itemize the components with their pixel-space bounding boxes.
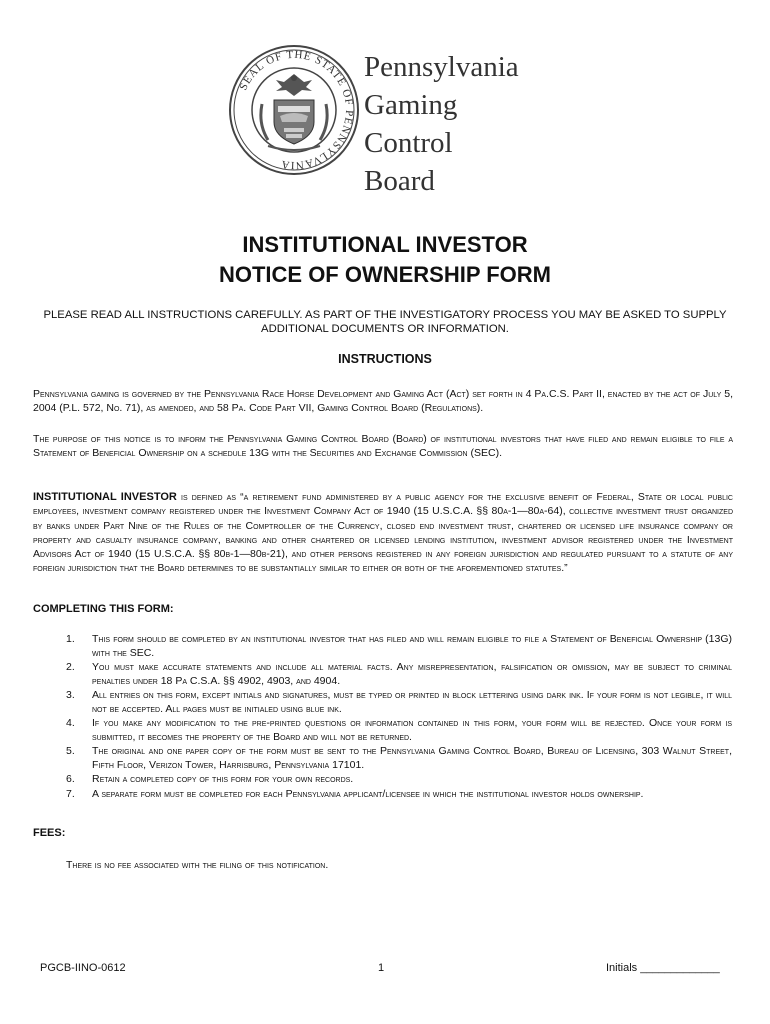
list-item: 1. This form should be completed by an institutional investor that has filed and will remain eligible to file a Statement of Beneficial Ownership (13G) with the SEC. <box>66 633 732 659</box>
form-title-line1: INSTITUTIONAL INVESTOR <box>242 232 528 257</box>
form-title <box>0 230 770 290</box>
letterhead <box>228 44 548 197</box>
list-item: 3. All entries on this form, except initials and signatures, must be typed or printed in block lettering using dark ink. If your form is not legible, it will not be accepted. All pages must be initialed using blue ink. <box>66 689 732 715</box>
list-item: 2. You must make accurate statements and include all material facts. Any misrepresentation, falsification or omission, may be subject to criminal penalties under 18 Pa C.S.A. §§ 4902, 4903, and 4904. <box>66 661 732 687</box>
board-name-line: Pennsylvania <box>364 51 519 83</box>
fees-heading: FEES: <box>33 827 66 839</box>
board-name <box>364 48 519 200</box>
instructions-paragraph-purpose: The purpose of this notice is to inform the Pennsylvania Gaming Control Board (Board) of institutional investors that have filed and remain eligible to file a Statement of Beneficial Ownership on a schedule 13G with the Securities and Exchange Commission (SEC). <box>33 433 733 460</box>
form-title-line2: NOTICE OF OWNERSHIP FORM <box>218 262 552 287</box>
read-instructions-notice: PLEASE READ ALL INSTRUCTIONS CAREFULLY. AS PART OF THE INVESTIGATORY PROCESS YOU MAY BE ASKED TO SUPPLY ADDITIONAL DOCUMENTS OR INFORMATION. <box>43 309 727 335</box>
initials-field[interactable]: Initials _____________ <box>606 962 720 974</box>
form-code: PGCB-IINO-0612 <box>40 962 126 974</box>
definition-text: is defined as “a retirement fund administered by a public agency for the exclusive benefit of Federal, State or local public employees, investment company registered under the Investment Company Act of 1940 (15 U.S.C.A. §§ 80a-1—80a-64), collective investment trust organized by banks under Part Nine of the Rules of the Comptroller of the Currency, closed end investment trust, chartered or licensed life insurance company or property and casualty insurance company, banking and other chartered or licensed lending institution, investment advisor registered under the Investment Advisors Act of 1940 (15 U.S.C.A. §§ 80b-1—80b-21), and other persons registered in any foreign jurisdiction and regulated pursuant to a statute of any foreign jurisdiction that the Board determines to be substantially similar to either or both of the aforementioned statutes.” <box>33 491 733 575</box>
svg-text:SEAL OF THE STATE OF PENNSYLVA: SEAL OF THE STATE OF PENNSYLVANIA <box>237 48 356 172</box>
instructions-heading: INSTRUCTIONS <box>338 352 432 366</box>
instructions-paragraph-act: Pennsylvania gaming is governed by the Pennsylvania Race Horse Development and Gaming Act (Act) set forth in 4 Pa.C.S. Part II, enacted by the act of July 5, 2004 (P.L. 572, No. 71), as amended, and 58 Pa. Code Part VII, Gaming Control Board (Regulations). <box>33 388 733 415</box>
page-number: 1 <box>378 962 385 974</box>
defined-term: INSTITUTIONAL INVESTOR <box>33 491 177 503</box>
list-item: 4. If you make any modification to the pre-printed questions or information contained in this form, your form will be rejected. Once your form is submitted, it becomes the property of the Board and will not be returned. <box>66 717 732 743</box>
board-name-line: Control <box>364 127 453 159</box>
board-name-line: Gaming <box>364 89 458 121</box>
instructions-paragraph-definition <box>33 490 733 576</box>
completing-list <box>60 633 732 802</box>
board-name-line: Board <box>364 165 435 197</box>
list-item: 5. The original and one paper copy of the form must be sent to the Pennsylvania Gaming Control Board, Bureau of Licensing, 303 Walnut Street, Fifth Floor, Verizon Tower, Harrisburg, Pennsylvania 17101. <box>66 745 732 771</box>
list-item: 6. Retain a completed copy of this form for your own records. <box>66 773 354 785</box>
fees-text: There is no fee associated with the filing of this notification. <box>66 859 329 871</box>
list-item: 7. A separate form must be completed for each Pennsylvania applicant/licensee in which the institutional investor holds ownership. <box>66 787 644 800</box>
state-seal-logo <box>228 44 360 176</box>
completing-heading: COMPLETING THIS FORM: <box>33 603 174 615</box>
